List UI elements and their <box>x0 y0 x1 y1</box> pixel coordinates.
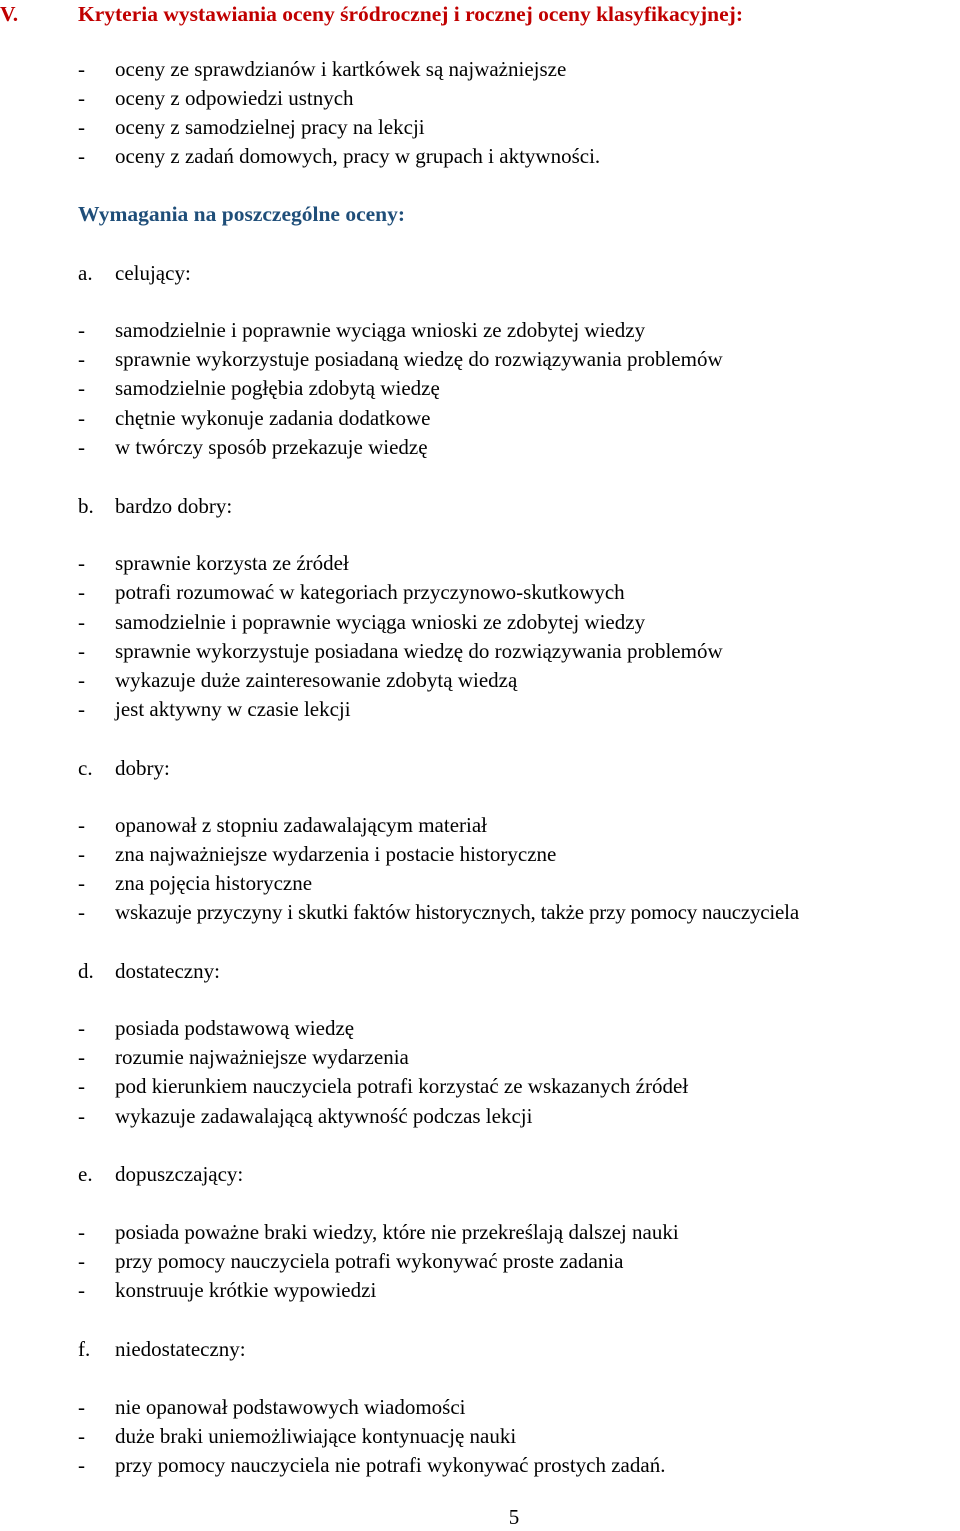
requirement-text: posiada podstawową wiedzę <box>115 1016 355 1040</box>
bullet-dash: - <box>78 900 85 924</box>
requirement-item <box>0 842 960 871</box>
requirement-item <box>0 1424 960 1453</box>
requirement-item <box>0 639 960 668</box>
requirement-text: opanował z stopniu zadawalającym materiał <box>115 813 488 837</box>
grade-letter: c. <box>78 756 93 780</box>
grade-letter: d. <box>78 959 94 983</box>
requirement-text: samodzielnie i poprawnie wyciąga wnioski ze zdobytej wiedzy <box>115 610 646 634</box>
requirement-text: przy pomocy nauczyciela nie potrafi wykonywać prostych zadań. <box>115 1453 666 1477</box>
bullet-dash: - <box>78 1395 85 1419</box>
bullet-dash: - <box>78 871 85 895</box>
requirement-text: chętnie wykonuje zadania dodatkowe <box>115 406 431 430</box>
grade-section-heading <box>0 959 960 988</box>
grade-section-heading <box>0 494 960 523</box>
requirement-text: przy pomocy nauczyciela potrafi wykonywać proste zadania <box>115 1249 624 1273</box>
bullet-dash: - <box>78 551 85 575</box>
intro-item-text: oceny z odpowiedzi ustnych <box>115 86 354 110</box>
requirement-item <box>0 1104 960 1133</box>
intro-item <box>0 115 960 144</box>
bullet-dash: - <box>78 668 85 692</box>
requirement-text: jest aktywny w czasie lekcji <box>115 697 351 721</box>
requirement-item <box>0 1220 960 1249</box>
requirement-text: pod kierunkiem nauczyciela potrafi korzystać ze wskazanych źródeł <box>115 1074 689 1098</box>
requirement-item <box>0 406 960 435</box>
requirement-text: w twórczy sposób przekazuje wiedzę <box>115 435 428 459</box>
intro-item <box>0 86 960 115</box>
requirement-item <box>0 1395 960 1424</box>
requirement-text: potrafi rozumować w kategoriach przyczynowo-skutkowych <box>115 580 625 604</box>
grade-letter: f. <box>78 1337 91 1361</box>
intro-item-text: oceny z samodzielnej pracy na lekcji <box>115 115 425 139</box>
requirement-item <box>0 1016 960 1045</box>
requirement-item <box>0 900 960 929</box>
bullet-dash: - <box>78 1074 85 1098</box>
requirement-item <box>0 1249 960 1278</box>
requirement-item <box>0 1045 960 1074</box>
grade-section-heading <box>0 1162 960 1191</box>
grade-label: celujący: <box>115 261 191 285</box>
intro-item <box>0 144 960 173</box>
bullet-dash: - <box>78 1249 85 1273</box>
page-number: 5 <box>508 1505 520 1529</box>
bullet-dash: - <box>78 580 85 604</box>
grade-label: dostateczny: <box>115 959 220 983</box>
bullet-dash: - <box>78 610 85 634</box>
requirement-text: duże braki uniemożliwiające kontynuację nauki <box>115 1424 517 1448</box>
bullet-dash: - <box>78 57 85 81</box>
requirement-item <box>0 1074 960 1103</box>
bullet-dash: - <box>78 1220 85 1244</box>
bullet-dash: - <box>78 1045 85 1069</box>
grade-label: bardzo dobry: <box>115 494 233 518</box>
intro-item-text: oceny z zadań domowych, pracy w grupach i aktywności. <box>115 144 601 168</box>
requirement-text: sprawnie wykorzystuje posiadaną wiedzę do rozwiązywania problemów <box>115 347 723 371</box>
intro-item <box>0 57 960 86</box>
bullet-dash: - <box>78 842 85 866</box>
intro-item-text: oceny ze sprawdzianów i kartkówek są najważniejsze <box>115 57 567 81</box>
grade-requirements-heading: Wymagania na poszczególne oceny: <box>78 202 406 226</box>
requirement-item <box>0 580 960 609</box>
requirement-text: rozumie najważniejsze wydarzenia <box>115 1045 409 1069</box>
requirement-text: nie opanował podstawowych wiadomości <box>115 1395 466 1419</box>
grade-letter: b. <box>78 494 94 518</box>
requirement-text: wykazuje zadawalającą aktywność podczas lekcji <box>115 1104 533 1128</box>
bullet-dash: - <box>78 86 85 110</box>
grade-label: dopuszczający: <box>115 1162 244 1186</box>
bullet-dash: - <box>78 1104 85 1128</box>
requirement-text: sprawnie korzysta ze źródeł <box>115 551 349 575</box>
bullet-dash: - <box>78 1424 85 1448</box>
requirement-text: samodzielnie pogłębia zdobytą wiedzę <box>115 376 440 400</box>
bullet-dash: - <box>78 406 85 430</box>
bullet-dash: - <box>78 1016 85 1040</box>
grade-section-heading <box>0 756 960 785</box>
requirement-text: wskazuje przyczyny i skutki faktów historycznych, także przy pomocy nauczyciela <box>115 900 799 924</box>
bullet-dash: - <box>78 697 85 721</box>
requirement-text: samodzielnie i poprawnie wyciąga wnioski ze zdobytej wiedzy <box>115 318 646 342</box>
section-heading <box>0 0 960 30</box>
requirement-text: zna pojęcia historyczne <box>115 871 313 895</box>
bullet-dash: - <box>78 347 85 371</box>
requirement-text: sprawnie wykorzystuje posiadana wiedzę do rozwiązywania problemów <box>115 639 723 663</box>
bullet-dash: - <box>78 1453 85 1477</box>
requirement-text: zna najważniejsze wydarzenia i postacie historyczne <box>115 842 557 866</box>
requirement-item <box>0 813 960 842</box>
requirement-item <box>0 668 960 697</box>
requirement-item <box>0 318 960 347</box>
requirement-text: wykazuje duże zainteresowanie zdobytą wiedzą <box>115 668 518 692</box>
bullet-dash: - <box>78 376 85 400</box>
requirement-item <box>0 871 960 900</box>
requirement-item <box>0 1278 960 1307</box>
requirement-item <box>0 697 960 726</box>
requirement-text: posiada poważne braki wiedzy, które nie przekreślają dalszej nauki <box>115 1220 679 1244</box>
grade-label: niedostateczny: <box>115 1337 246 1361</box>
section-number: V. <box>0 2 19 26</box>
requirement-item <box>0 1453 960 1482</box>
bullet-dash: - <box>78 639 85 663</box>
requirement-item <box>0 347 960 376</box>
grade-label: dobry: <box>115 756 170 780</box>
requirement-text: konstruuje krótkie wypowiedzi <box>115 1278 377 1302</box>
bullet-dash: - <box>78 115 85 139</box>
bullet-dash: - <box>78 144 85 168</box>
requirement-item <box>0 610 960 639</box>
requirement-item <box>0 376 960 405</box>
bullet-dash: - <box>78 813 85 837</box>
bullet-dash: - <box>78 318 85 342</box>
bullet-dash: - <box>78 1278 85 1302</box>
grade-letter: a. <box>78 261 93 285</box>
grade-letter: e. <box>78 1162 93 1186</box>
section-title: Kryteria wystawiania oceny śródrocznej i rocznej oceny klasyfikacyjnej: <box>78 2 743 26</box>
requirement-item <box>0 551 960 580</box>
requirement-item <box>0 435 960 464</box>
grade-section-heading <box>0 1337 960 1366</box>
grade-section-heading <box>0 261 960 290</box>
bullet-dash: - <box>78 435 85 459</box>
